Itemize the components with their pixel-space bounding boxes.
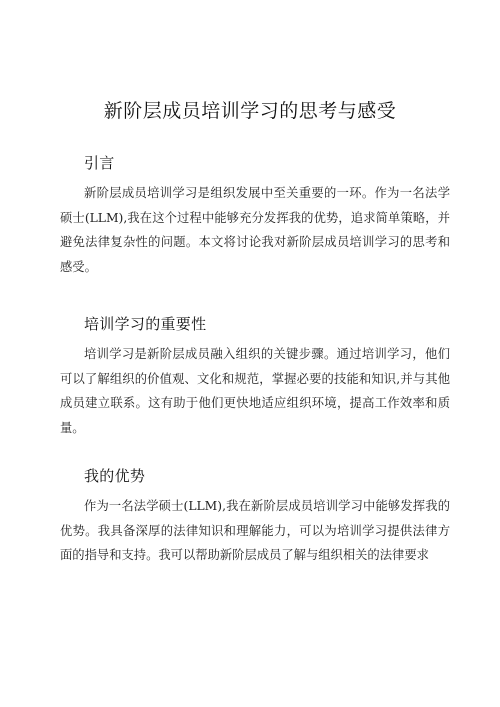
section-heading: 培训学习的重要性 — [84, 315, 207, 333]
document-title: 新阶层成员培训学习的思考与感受 — [103, 100, 397, 122]
section-heading: 我的优势 — [84, 467, 146, 485]
section-paragraph: 培训学习是新阶层成员融入组织的关键步骤。通过培训学习，他们可以了解组织的价值观、文化和规范，掌握必要的技能和知识,并与其他成员建立联系。这有助于他们更快地适应组织环境，提高工作效率和质量。 — [60, 347, 450, 435]
section-paragraph: 新阶层成员培训学习是组织发展中至关重要的一环。作为一名法学硕士(LLM),我在这个过程中能够充分发挥我的优势，追求简单策略，并避免法律复杂性的问题。本文将讨论我对新阶层成员培训学习的思考和感受。 — [60, 186, 450, 274]
section-training-importance — [60, 313, 450, 440]
section-my-advantages — [60, 465, 450, 568]
section-heading: 引言 — [84, 154, 115, 172]
section-paragraph: 作为一名法学硕士(LLM),我在新阶层成员培训学习中能够发挥我的优势。我具备深厚的法律知识和理解能力，可以为培训学习提供法律方面的指导和支持。我可以帮助新阶层成员了解与组织相关的法律要求 — [60, 499, 450, 562]
section-introduction — [60, 152, 450, 279]
